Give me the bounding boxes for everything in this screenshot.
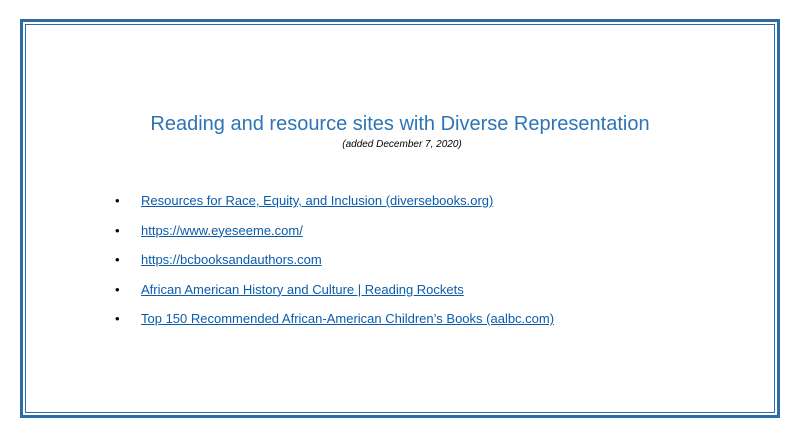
link-reading-rockets[interactable]: African American History and Culture | Reading Rockets xyxy=(141,281,464,297)
resource-link-list xyxy=(0,190,800,338)
list-item xyxy=(0,308,800,338)
list-item xyxy=(0,190,800,220)
bullet-icon: • xyxy=(115,222,120,238)
list-item xyxy=(0,220,800,250)
bullet-icon: • xyxy=(115,193,120,208)
bullet-icon: • xyxy=(115,252,120,267)
list-item xyxy=(0,249,800,279)
link-eyeseeme[interactable]: https://www.eyeseeme.com/ xyxy=(141,222,303,238)
list-item xyxy=(0,279,800,309)
page-title: Reading and resource sites with Diverse Representation xyxy=(150,113,650,135)
date-note: (added December 7, 2020) xyxy=(342,139,462,150)
bullet-icon: • xyxy=(115,281,120,297)
link-bcbooksandauthors[interactable]: https://bcbooksandauthors.com xyxy=(141,252,322,267)
link-aalbc[interactable]: Top 150 Recommended African-American Children’s Books (aalbc.com) xyxy=(141,311,555,326)
bullet-icon: • xyxy=(115,311,120,326)
link-diversebooks[interactable]: Resources for Race, Equity, and Inclusion (diversebooks.org) xyxy=(141,193,494,208)
